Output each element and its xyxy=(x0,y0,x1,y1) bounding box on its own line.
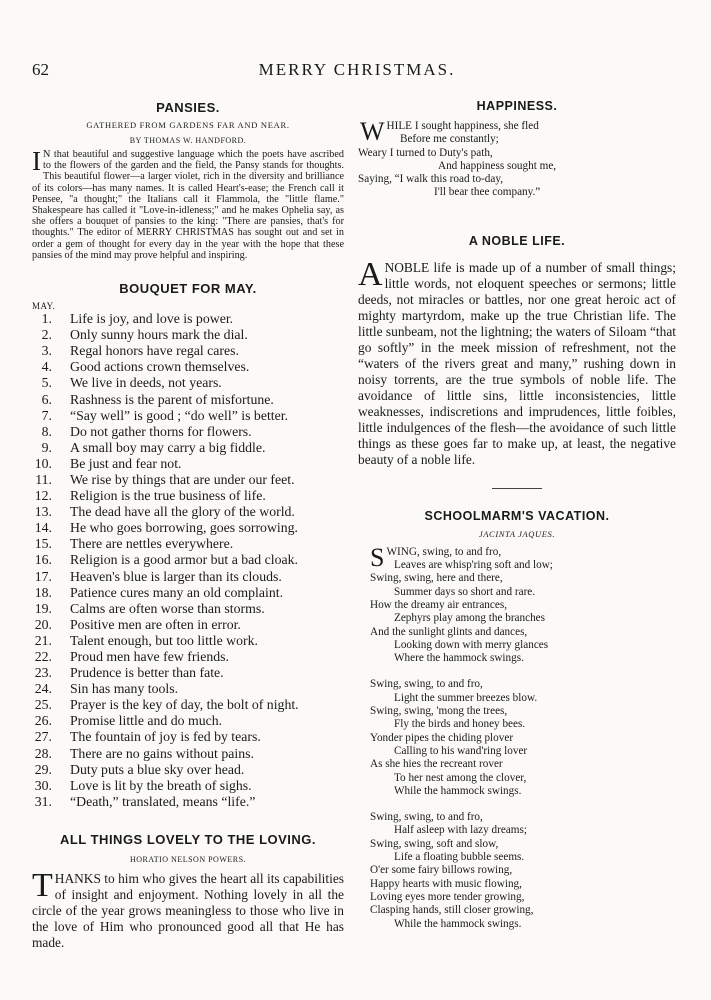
poem-line: Yonder pipes the chiding plover xyxy=(370,731,514,744)
all-things-article xyxy=(32,832,344,951)
item-text: Sin has many tools. xyxy=(70,681,179,697)
bouquet-item xyxy=(32,359,344,375)
pansies-subtitle: GATHERED FROM GARDENS FAR AND NEAR. xyxy=(86,120,290,130)
bouquet-item xyxy=(32,794,344,810)
left-column xyxy=(32,96,344,951)
page-header xyxy=(32,60,682,84)
bouquet-item xyxy=(32,440,344,456)
schoolmarm-dropcap: S xyxy=(370,542,385,572)
bouquet-item xyxy=(32,665,344,681)
bouquet-item xyxy=(32,585,344,601)
item-text: Religion is a good armor but a bad cloak. xyxy=(70,552,298,568)
noble-life-article xyxy=(358,234,676,468)
poem-line: Life a floating bubble seems. xyxy=(394,851,525,864)
poem-line: While the hammock swings. xyxy=(394,917,522,930)
item-number: 11. xyxy=(35,471,52,487)
poem-line: Weary I turned to Duty's path, xyxy=(358,146,493,159)
item-text: Heaven's blue is larger than its clouds. xyxy=(70,568,282,584)
schoolmarm-author: JACINTA JAQUES. xyxy=(478,528,556,539)
noble-life-dropcap: A xyxy=(358,255,383,293)
bouquet-item xyxy=(32,552,344,568)
item-number: 21. xyxy=(34,632,52,648)
item-number: 8. xyxy=(41,423,52,439)
poem-line: How the dreamy air entrances, xyxy=(370,598,507,611)
noble-life-body xyxy=(358,255,676,468)
item-number: 5. xyxy=(41,375,52,391)
all-things-title: ALL THINGS LOVELY TO THE LOVING. xyxy=(59,831,317,847)
item-number: 30. xyxy=(34,777,52,793)
schoolmarm-poem xyxy=(358,509,676,931)
item-number: 16. xyxy=(34,552,52,568)
item-text: He who goes borrowing, goes sorrowing. xyxy=(70,520,298,536)
poem-line: Summer days so short and rare. xyxy=(394,585,536,598)
item-number: 7. xyxy=(41,407,52,423)
bouquet-item xyxy=(32,311,344,327)
poem-line: Light the summer breezes blow. xyxy=(394,691,538,704)
bouquet-item xyxy=(32,697,344,713)
all-things-body xyxy=(32,866,344,951)
item-number: 24. xyxy=(34,681,52,697)
month-label: MAY. xyxy=(32,301,56,312)
item-number: 3. xyxy=(41,343,52,359)
schoolmarm-title: SCHOOLMARM'S VACATION. xyxy=(424,508,610,523)
poem-line: Looking down with merry glances xyxy=(394,638,549,651)
poem-line: And happiness sought me, xyxy=(438,159,557,172)
item-number: 14. xyxy=(34,520,52,536)
poem-line: Happy hearts with music flowing, xyxy=(370,877,522,890)
item-number: 25. xyxy=(34,697,52,713)
poem-line: WING, swing, to and fro, xyxy=(386,545,502,558)
item-text: There are no gains without pains. xyxy=(70,745,254,761)
bouquet-item xyxy=(32,408,344,424)
item-text: Good actions crown themselves. xyxy=(70,359,250,375)
bouquet-item xyxy=(32,762,344,778)
item-number: 15. xyxy=(34,536,52,552)
item-number: 23. xyxy=(34,665,52,681)
poem-line: Swing, swing, to and fro, xyxy=(370,678,483,691)
pansies-title: PANSIES. xyxy=(156,100,220,115)
page-number: 62 xyxy=(32,60,49,79)
item-number: 1. xyxy=(41,311,52,327)
bouquet-item xyxy=(32,569,344,585)
item-number: 31. xyxy=(34,793,52,809)
bouquet-item xyxy=(32,601,344,617)
poem-line: O'er some fairy billows rowing, xyxy=(370,864,513,877)
section-divider xyxy=(492,488,542,489)
item-number: 20. xyxy=(34,616,52,632)
item-number: 19. xyxy=(34,600,52,616)
poem-line: And the sunlight glints and dances, xyxy=(370,625,528,638)
item-text: Positive men are often in error. xyxy=(70,616,241,632)
item-text: The fountain of joy is fed by tears. xyxy=(70,729,261,745)
item-text: We rise by things that are under our feet. xyxy=(70,471,295,487)
item-text: A small boy may carry a big fiddle. xyxy=(70,439,266,455)
item-text: Prudence is better than fate. xyxy=(70,665,224,681)
item-text: Proud men have few friends. xyxy=(70,649,230,664)
pansies-author: BY THOMAS W. HANDFORD. xyxy=(129,136,247,145)
running-title: MERRY CHRISTMAS. xyxy=(258,60,456,79)
item-number: 9. xyxy=(41,439,52,455)
bouquet-item xyxy=(32,633,344,649)
right-column xyxy=(358,96,676,931)
bouquet-item xyxy=(32,681,344,697)
bouquet-title: BOUQUET FOR MAY. xyxy=(119,281,257,297)
poem-line: To her nest among the clover, xyxy=(394,771,527,784)
item-text: Prayer is the key of day, the bolt of night. xyxy=(70,697,299,713)
bouquet-item xyxy=(32,424,344,440)
item-text: Religion is the true business of life. xyxy=(70,488,266,504)
poem-line: Swing, swing, to and fro, xyxy=(370,811,483,824)
happiness-poem xyxy=(358,99,676,200)
pansies-body xyxy=(32,146,344,261)
item-text: The dead have all the glory of the world. xyxy=(70,504,295,520)
noble-life-title: A NOBLE LIFE. xyxy=(468,233,566,248)
item-text: There are nettles everywhere. xyxy=(70,536,234,552)
all-things-author: HORATIO NELSON POWERS. xyxy=(129,854,247,864)
poem-line: Calling to his wand'ring lover xyxy=(394,744,528,757)
bouquet-item xyxy=(32,472,344,488)
pansies-text: N that beautiful and suggestive language which the poets have ascribed to the flowers of the garden and the field, the Pansy stands for thoughts. This beautiful flower—a larger violet, rich in the diversity and brilliance of its colors—has many names. It is called Heart's-ease; the French call it Pensee, "a thought;" the Italians call it Flammola, the "little flame." Shakespeare has called it "Love-in-idleness;" and he makes Ophelia say, as she offers a bouquet of pansies to the king: "There are pansies, that's for thoughts." The editor of MERRY CHRISTMAS has sought out and set in order a gem of thought for every day in the year with the hope that these pansies of the mind may prove helpful and inspiring. xyxy=(32,149,344,261)
bouquet-item xyxy=(32,536,344,552)
happiness-dropcap: W xyxy=(360,117,385,146)
all-things-dropcap: T xyxy=(32,866,53,904)
poem-line: HILE I sought happiness, she fled xyxy=(386,120,539,132)
stanza-3 xyxy=(358,811,676,931)
poem-line: Swing, swing, 'mong the trees, xyxy=(370,705,508,718)
poem-line: Where the hammock swings. xyxy=(394,652,524,665)
bouquet-item xyxy=(32,456,344,472)
item-text: “Death,” translated, means “life.” xyxy=(70,793,256,809)
pansies-article xyxy=(32,100,344,261)
poem-line: Clasping hands, still closer growing, xyxy=(370,904,534,917)
item-number: 22. xyxy=(34,649,52,664)
item-text: We live in deeds, not years. xyxy=(70,375,222,391)
item-number: 17. xyxy=(34,568,52,584)
noble-life-text: NOBLE life is made up of a number of small things; little words, not eloquent speeches or sermons; little deeds, not miracles or battles, nor one great heroic act of mighty martyrdom, make up the true Christian life. The little sunbeam, not the lightning; the waters of Siloam “that go softly” in the meek mission of refreshment, not the “waters of the rivers great and many,” rushing down in noisy torrents, are the true symbols of noble life. The avoidance of little sins, little inconsistencies, little weaknesses, indiscretions and imprudences, little foibles, little indulgences of the flesh—the avoidance of such little things as these goes far to make up, at least, the negative beauty of a noble life. xyxy=(358,259,676,467)
item-text: Be just and fear not. xyxy=(70,455,182,471)
all-things-text: HANKS to him who gives the heart all its capabilities of insight and enjoyment. Nothing lovely in all the circle of the year grows meaningless to those who live in the love of Him who pronounced good all that He has made. xyxy=(32,870,344,950)
poem-line: Zephyrs play among the branches xyxy=(394,612,545,625)
stanza-2 xyxy=(358,678,676,798)
happiness-title: HAPPINESS. xyxy=(476,99,558,113)
item-number: 4. xyxy=(41,359,52,375)
item-number: 18. xyxy=(34,584,52,600)
poem-line: While the hammock swings. xyxy=(394,784,522,797)
poem-line: Fly the birds and honey bees. xyxy=(394,718,526,731)
bouquet-item xyxy=(32,713,344,729)
happiness-body xyxy=(358,117,676,200)
bouquet-item xyxy=(32,375,344,391)
item-text: Talent enough, but too little work. xyxy=(70,632,258,648)
item-text: “Say well” is good ; “do well” is better. xyxy=(70,407,289,423)
bouquet-item xyxy=(32,729,344,745)
item-number: 2. xyxy=(41,327,52,343)
bouquet-item xyxy=(32,746,344,762)
poem-line: Loving eyes more tender growing, xyxy=(370,890,525,903)
item-text: Calms are often worse than storms. xyxy=(70,600,265,616)
item-text: Only sunny hours mark the dial. xyxy=(70,327,248,343)
item-number: 6. xyxy=(41,391,52,407)
bouquet-item xyxy=(32,617,344,633)
poem-line: Leaves are whisp'ring soft and low; xyxy=(394,559,553,572)
poem-line: Half asleep with lazy dreams; xyxy=(394,824,527,837)
bouquet-item xyxy=(32,520,344,536)
item-text: Love is lit by the breath of sighs. xyxy=(70,777,252,793)
item-number: 26. xyxy=(34,713,52,729)
poem-line: Swing, swing, here and there, xyxy=(370,572,503,585)
stanza-1 xyxy=(358,542,676,666)
poem-line: I'll bear thee company.” xyxy=(434,186,541,199)
item-number: 28. xyxy=(34,745,52,761)
item-number: 10. xyxy=(34,455,52,471)
item-text: Life is joy, and love is power. xyxy=(70,311,234,327)
item-text: Duty puts a blue sky over head. xyxy=(70,761,245,777)
poem-line: Before me constantly; xyxy=(400,133,499,146)
item-text: Rashness is the parent of misfortune. xyxy=(70,391,274,407)
bouquet-article xyxy=(32,281,344,810)
item-number: 29. xyxy=(34,761,52,777)
pansies-dropcap: I xyxy=(32,146,41,176)
item-text: Regal honors have regal cares. xyxy=(70,343,239,359)
poem-line: As she hies the recreant rover xyxy=(370,758,503,771)
bouquet-list xyxy=(32,311,344,810)
item-number: 27. xyxy=(34,729,52,745)
item-text: Do not gather thorns for flowers. xyxy=(70,423,252,439)
item-text: Patience cures many an old complaint. xyxy=(70,584,284,600)
bouquet-item xyxy=(32,488,344,504)
poem-line: Saying, “I walk this road to-day, xyxy=(358,173,503,186)
poem-line: Swing, swing, soft and slow, xyxy=(370,837,499,850)
bouquet-item xyxy=(32,504,344,520)
item-text: Promise little and do much. xyxy=(70,713,223,729)
bouquet-item xyxy=(32,649,344,665)
bouquet-item xyxy=(32,327,344,343)
item-number: 13. xyxy=(34,504,52,520)
bouquet-item xyxy=(32,778,344,794)
item-number: 12. xyxy=(34,488,52,504)
bouquet-item xyxy=(32,392,344,408)
bouquet-item xyxy=(32,343,344,359)
